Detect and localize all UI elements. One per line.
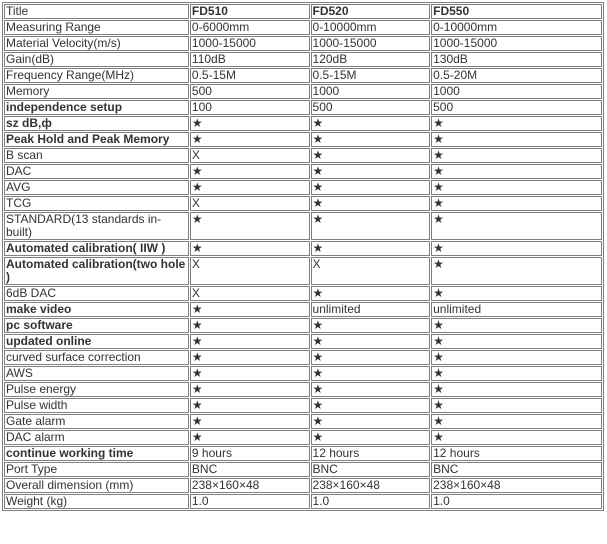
table-row [4, 36, 602, 51]
feature-label-cell: Automated calibration(two hole ) [4, 257, 189, 285]
feature-value-cell: ★ [190, 116, 310, 131]
feature-value-cell: ★ [431, 398, 602, 413]
feature-value-cell: BNC [431, 462, 602, 477]
feature-value-cell: ★ [431, 382, 602, 397]
feature-value-cell: ★ [190, 132, 310, 147]
feature-value-cell: ★ [190, 398, 310, 413]
feature-value-cell: ★ [311, 334, 431, 349]
feature-value-cell: X [190, 257, 310, 285]
feature-value-cell: 1.0 [311, 494, 431, 509]
header-model-cell: FD510 [190, 4, 310, 19]
feature-value-cell: ★ [431, 350, 602, 365]
feature-value-cell: ★ [190, 164, 310, 179]
feature-value-cell: ★ [311, 318, 431, 333]
table-row [4, 334, 602, 349]
table-row [4, 398, 602, 413]
feature-value-cell: 500 [190, 84, 310, 99]
table-row [4, 180, 602, 195]
table-row [4, 212, 602, 240]
table-row [4, 164, 602, 179]
feature-value-cell: ★ [190, 302, 310, 317]
feature-value-cell: 120dB [311, 52, 431, 67]
feature-value-cell: ★ [311, 164, 431, 179]
feature-value-cell: ★ [311, 350, 431, 365]
feature-value-cell: ★ [311, 196, 431, 211]
feature-label-cell: 6dB DAC [4, 286, 189, 301]
table-row [4, 20, 602, 35]
feature-label-cell: pc software [4, 318, 189, 333]
spec-comparison-table [2, 2, 604, 511]
table-row [4, 100, 602, 115]
feature-value-cell: 110dB [190, 52, 310, 67]
feature-value-cell: ★ [190, 334, 310, 349]
feature-label-cell: DAC alarm [4, 430, 189, 445]
feature-value-cell: ★ [311, 382, 431, 397]
feature-label-cell: Measuring Range [4, 20, 189, 35]
feature-value-cell: 0.5-15M [311, 68, 431, 83]
feature-value-cell: ★ [311, 132, 431, 147]
feature-value-cell: ★ [190, 430, 310, 445]
table-row [4, 116, 602, 131]
table-row [4, 430, 602, 445]
feature-value-cell: 1000 [431, 84, 602, 99]
feature-value-cell: 12 hours [431, 446, 602, 461]
table-row [4, 241, 602, 256]
feature-value-cell: ★ [190, 212, 310, 240]
feature-value-cell: 0-10000mm [431, 20, 602, 35]
table-row [4, 52, 602, 67]
feature-value-cell: ★ [311, 398, 431, 413]
feature-value-cell: ★ [431, 257, 602, 285]
feature-label-cell: independence setup [4, 100, 189, 115]
feature-label-cell: Pulse energy [4, 382, 189, 397]
feature-value-cell: ★ [311, 180, 431, 195]
table-row [4, 478, 602, 493]
feature-value-cell: ★ [431, 116, 602, 131]
feature-value-cell: 1000-15000 [190, 36, 310, 51]
table-row [4, 302, 602, 317]
feature-value-cell: X [190, 148, 310, 163]
feature-label-cell: Material Velocity(m/s) [4, 36, 189, 51]
table-row [4, 382, 602, 397]
feature-label-cell: Port Type [4, 462, 189, 477]
feature-label-cell: Gain(dB) [4, 52, 189, 67]
table-row [4, 257, 602, 285]
feature-value-cell: 0-6000mm [190, 20, 310, 35]
feature-value-cell: ★ [431, 318, 602, 333]
feature-label-cell: Frequency Range(MHz) [4, 68, 189, 83]
feature-value-cell: ★ [311, 241, 431, 256]
feature-value-cell: unlimited [311, 302, 431, 317]
feature-value-cell: 500 [311, 100, 431, 115]
feature-value-cell: ★ [431, 430, 602, 445]
feature-value-cell: 1000-15000 [311, 36, 431, 51]
feature-value-cell: ★ [431, 286, 602, 301]
feature-value-cell: ★ [431, 212, 602, 240]
table-row [4, 350, 602, 365]
feature-label-cell: continue working time [4, 446, 189, 461]
table-row [4, 68, 602, 83]
feature-label-cell: Automated calibration( IIW ) [4, 241, 189, 256]
feature-value-cell: 0.5-20M [431, 68, 602, 83]
table-row [4, 196, 602, 211]
table-row [4, 286, 602, 301]
header-row [4, 4, 602, 19]
feature-value-cell: ★ [431, 180, 602, 195]
feature-value-cell: 12 hours [311, 446, 431, 461]
feature-value-cell: ★ [311, 286, 431, 301]
feature-value-cell: ★ [311, 212, 431, 240]
feature-value-cell: ★ [431, 414, 602, 429]
feature-value-cell: ★ [190, 318, 310, 333]
feature-label-cell: Gate alarm [4, 414, 189, 429]
feature-value-cell: ★ [311, 414, 431, 429]
feature-label-cell: sz dB,ф [4, 116, 189, 131]
feature-label-cell: make video [4, 302, 189, 317]
feature-value-cell: 0.5-15M [190, 68, 310, 83]
table-row [4, 494, 602, 509]
table-row [4, 462, 602, 477]
feature-label-cell: Overall dimension (mm) [4, 478, 189, 493]
feature-value-cell: ★ [311, 116, 431, 131]
feature-value-cell: 9 hours [190, 446, 310, 461]
feature-label-cell: B scan [4, 148, 189, 163]
feature-value-cell: ★ [190, 366, 310, 381]
feature-value-cell: ★ [190, 180, 310, 195]
feature-value-cell: ★ [190, 350, 310, 365]
feature-value-cell: 1000-15000 [431, 36, 602, 51]
feature-value-cell: ★ [431, 132, 602, 147]
feature-value-cell: 238×160×48 [311, 478, 431, 493]
header-model-cell: FD520 [311, 4, 431, 19]
feature-value-cell: ★ [431, 366, 602, 381]
feature-value-cell: 1000 [311, 84, 431, 99]
feature-value-cell: ★ [431, 241, 602, 256]
feature-value-cell: 0-10000mm [311, 20, 431, 35]
feature-value-cell: BNC [311, 462, 431, 477]
feature-label-cell: STANDARD(13 standards in-built) [4, 212, 189, 240]
feature-label-cell: AWS [4, 366, 189, 381]
feature-value-cell: X [311, 257, 431, 285]
feature-label-cell: AVG [4, 180, 189, 195]
feature-value-cell: 500 [431, 100, 602, 115]
feature-value-cell: ★ [190, 382, 310, 397]
feature-value-cell: ★ [431, 164, 602, 179]
feature-value-cell: 1.0 [190, 494, 310, 509]
table-row [4, 318, 602, 333]
spec-table-body [4, 20, 602, 509]
table-row [4, 132, 602, 147]
feature-value-cell: ★ [311, 430, 431, 445]
feature-value-cell: 238×160×48 [190, 478, 310, 493]
feature-value-cell: X [190, 196, 310, 211]
feature-value-cell: 1.0 [431, 494, 602, 509]
table-row [4, 148, 602, 163]
table-row [4, 366, 602, 381]
feature-label-cell: TCG [4, 196, 189, 211]
header-title-cell: Title [4, 4, 189, 19]
feature-value-cell: ★ [190, 414, 310, 429]
feature-value-cell: ★ [311, 148, 431, 163]
feature-label-cell: DAC [4, 164, 189, 179]
feature-label-cell: Weight (kg) [4, 494, 189, 509]
feature-value-cell: X [190, 286, 310, 301]
feature-value-cell: ★ [311, 366, 431, 381]
feature-label-cell: updated online [4, 334, 189, 349]
feature-value-cell: 130dB [431, 52, 602, 67]
feature-value-cell: 100 [190, 100, 310, 115]
feature-value-cell: ★ [190, 241, 310, 256]
table-row [4, 446, 602, 461]
feature-label-cell: Peak Hold and Peak Memory [4, 132, 189, 147]
header-model-cell: FD550 [431, 4, 602, 19]
feature-value-cell: ★ [431, 196, 602, 211]
feature-value-cell: BNC [190, 462, 310, 477]
feature-value-cell: ★ [431, 334, 602, 349]
table-row [4, 414, 602, 429]
feature-value-cell: 238×160×48 [431, 478, 602, 493]
feature-value-cell: ★ [431, 148, 602, 163]
table-row [4, 84, 602, 99]
feature-value-cell: unlimited [431, 302, 602, 317]
feature-label-cell: curved surface correction [4, 350, 189, 365]
feature-label-cell: Pulse width [4, 398, 189, 413]
feature-label-cell: Memory [4, 84, 189, 99]
